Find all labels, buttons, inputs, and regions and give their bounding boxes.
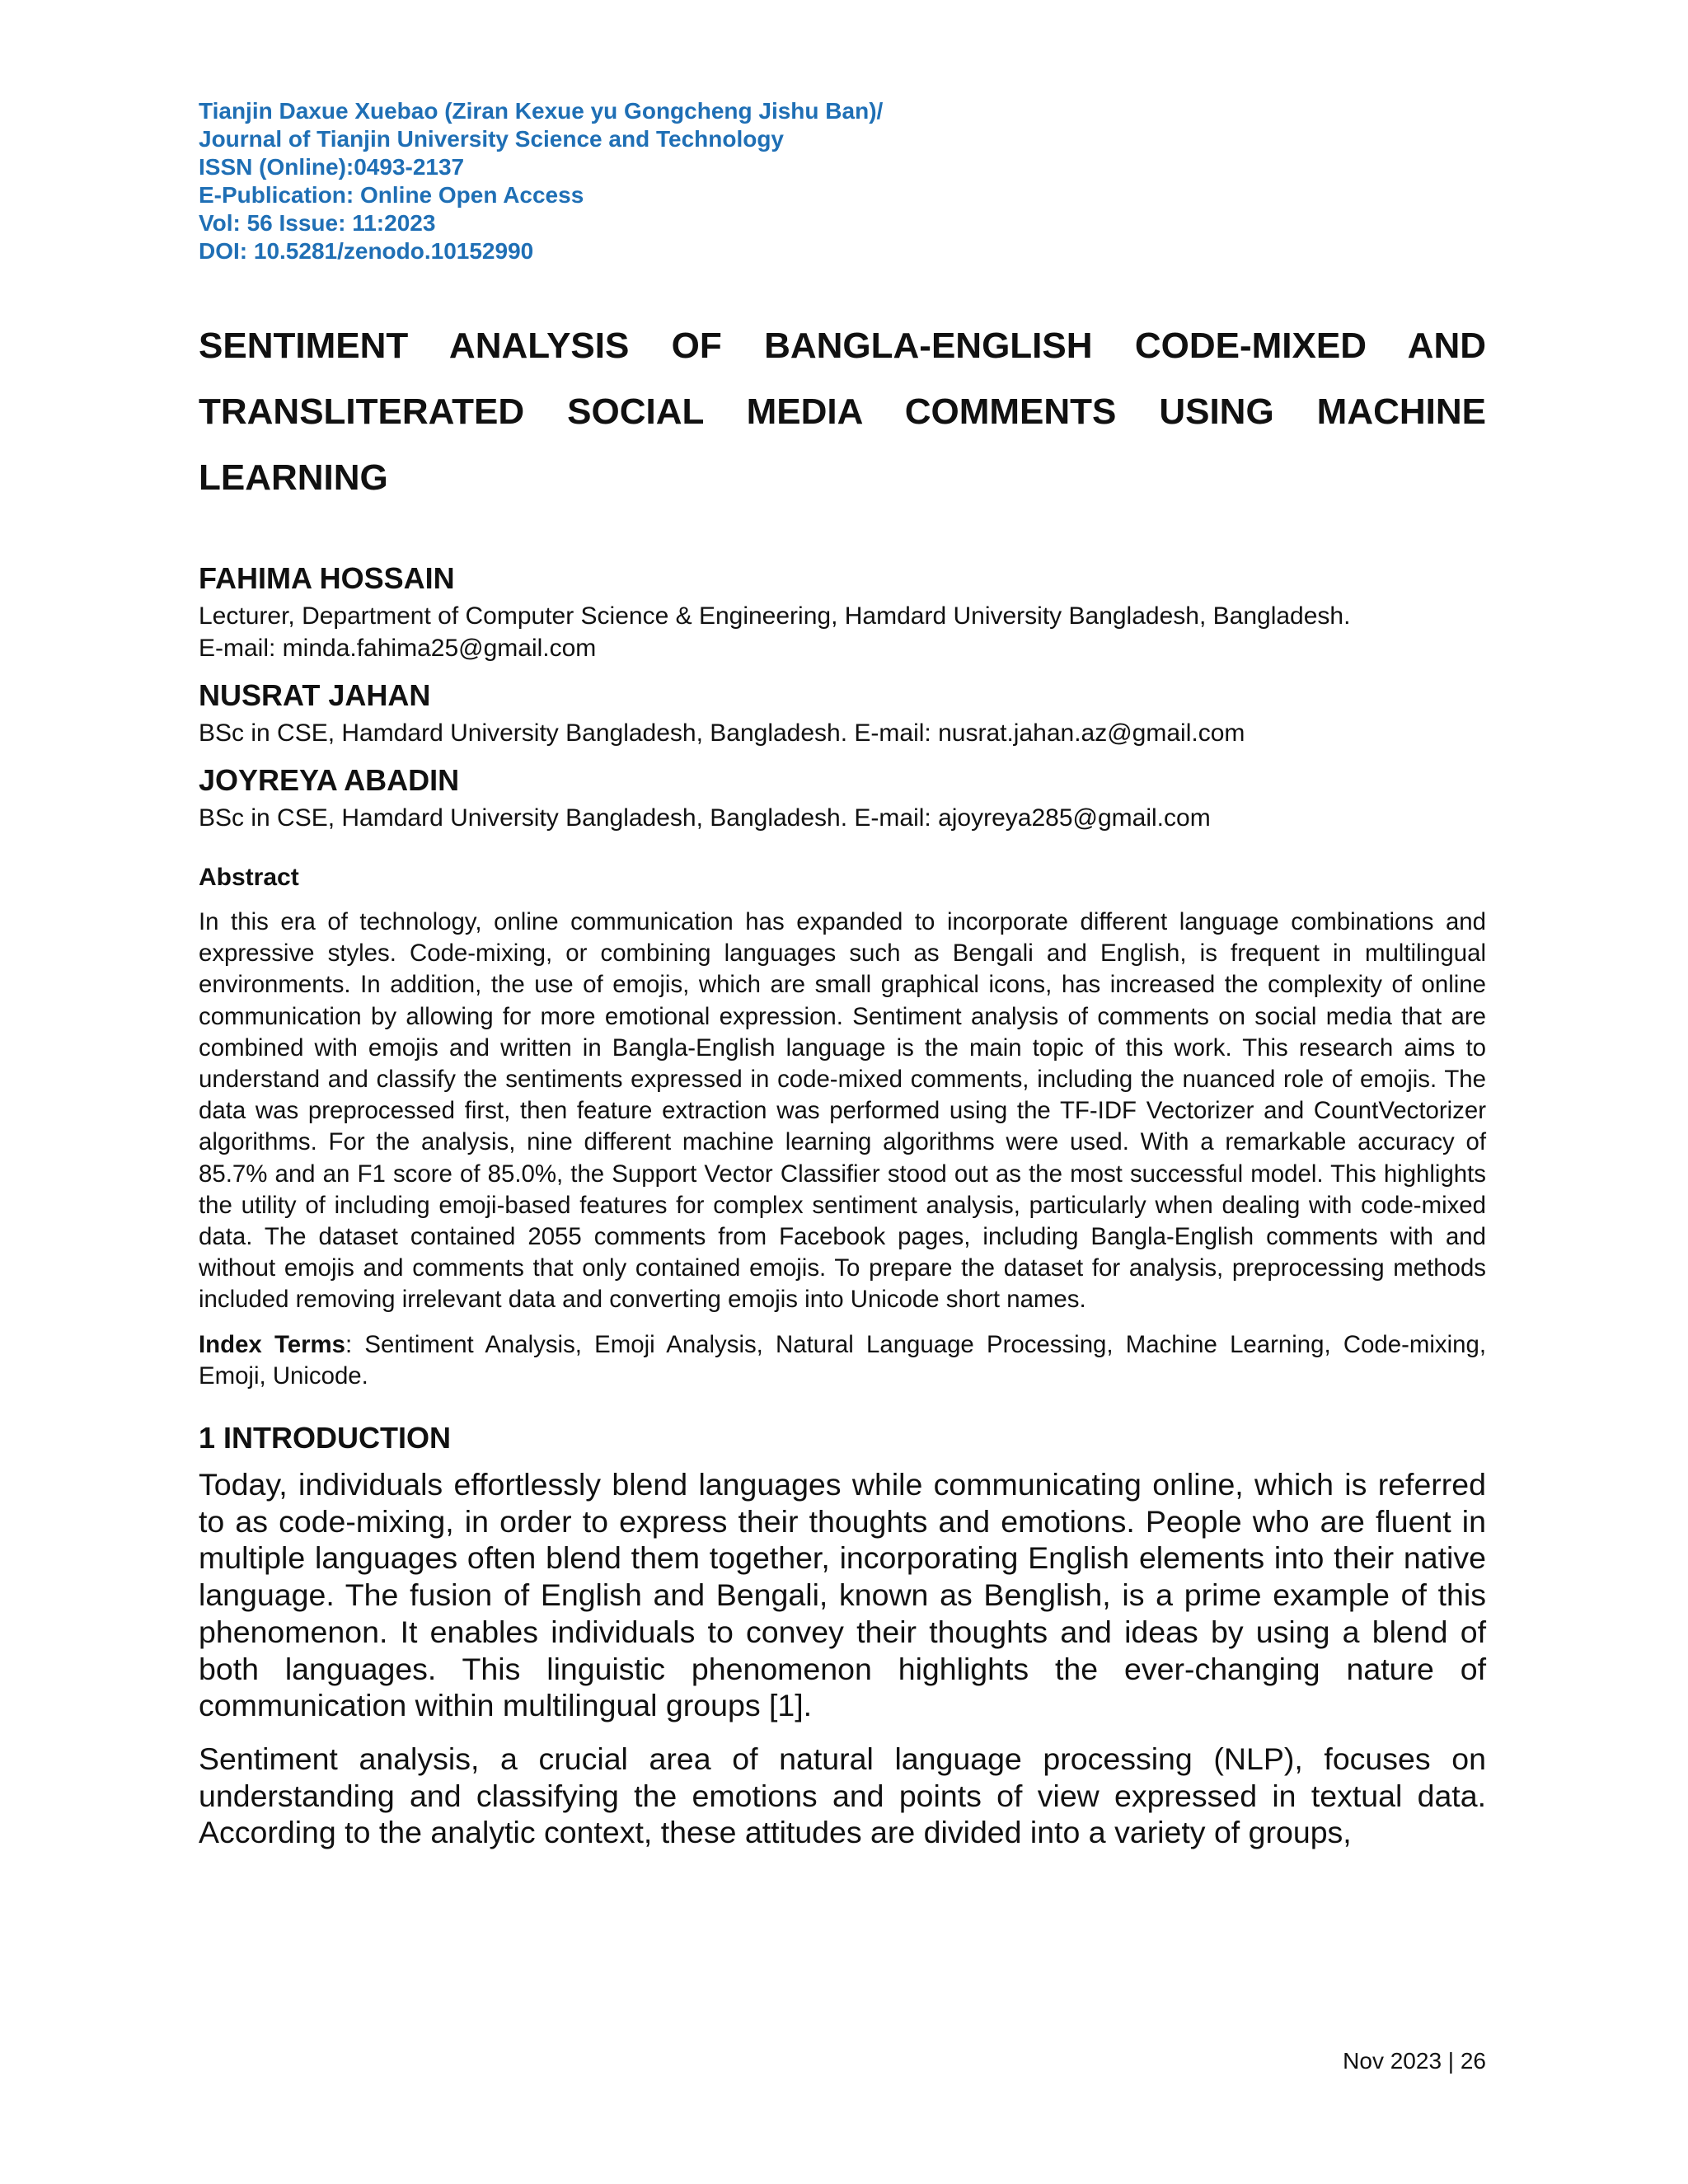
author-block-1 xyxy=(199,560,1486,664)
index-terms-label: Index Terms xyxy=(199,1330,346,1358)
paper-title-line1: SENTIMENT ANALYSIS OF BANGLA-ENGLISH CODE-MIXED AND xyxy=(199,326,1486,366)
page-footer: Nov 2023 | 26 xyxy=(1343,2048,1486,2074)
author-block-3 xyxy=(199,762,1486,834)
author-name: JOYREYA ABADIN xyxy=(199,763,460,797)
abstract-body: In this era of technology, online communication has expanded to incorporate different language combinations and expressive styles. Code-mixing, or combining languages such as Bengali and English, is frequent in multilingual environments. In addition, the use of emojis, which are small graphical icons, has increased the complexity of online communication by allowing for more emotional expression. Sentiment analysis of comments on social media that are combined with emojis and written in Bangla-English language is the main topic of this work. This research aims to understand and classify the sentiments expressed in code-mixed comments, including the nuanced role of emojis. The data was preprocessed first, then feature extraction was performed using the TF-IDF Vectorizer and CountVectorizer algorithms. For the analysis, nine different machine learning algorithms were used. With a remarkable accuracy of 85.7% and an F1 score of 85.0%, the Support Vector Classifier stood out as the most successful model. This highlights the utility of including emoji-based features for complex sentiment analysis, particularly when dealing with code-mixed data. The dataset contained 2055 comments from Facebook pages, including Bangla-English comments with and without emojis and comments that only contained emojis. To prepare the dataset for analysis, preprocessing methods included removing irrelevant data and converting emojis into Unicode short names. xyxy=(199,908,1486,1314)
journal-name-line2: Journal of Tianjin University Science and Technology xyxy=(199,126,785,152)
author-block-2 xyxy=(199,677,1486,749)
introduction-paragraph-1: Today, individuals effortlessly blend languages while communicating online, which is referred to as code-mixing, in order to express their thoughts and emotions. People who are fluent in multiple languages often blend them together, incorporating English elements into their native language. The fusion of English and Bengali, known as Benglish, is a prime example of this phenomenon. It enables individuals to convey their thoughts and ideas by using a blend of both languages. This linguistic phenomenon highlights the ever-changing nature of communication within multilingual groups [1]. xyxy=(199,1467,1486,1723)
journal-volume: Vol: 56 Issue: 11:2023 xyxy=(199,210,436,236)
introduction-paragraph-2: Sentiment analysis, a crucial area of natural language processing (NLP), focuses on understanding and classifying the emotions and points of view expressed in textual data. According to the analytic context, these attitudes are divided into a variety of groups, xyxy=(199,1741,1486,1850)
abstract-heading: Abstract xyxy=(199,864,299,891)
paper-title-line3: LEARNING xyxy=(199,457,388,498)
author-email: E-mail: minda.fahima25@gmail.com xyxy=(199,635,597,662)
index-terms xyxy=(199,1329,1486,1392)
journal-name-line1: Tianjin Daxue Xuebao (Ziran Kexue yu Gongcheng Jishu Ban)/ xyxy=(199,98,884,124)
paper-page xyxy=(199,97,1486,1868)
author-affiliation: Lecturer, Department of Computer Science & Engineering, Hamdard University Bangladesh, Bangladesh. xyxy=(199,602,1351,630)
paper-title-line2: TRANSLITERATED SOCIAL MEDIA COMMENTS USING MACHINE xyxy=(199,391,1486,432)
index-terms-text: : Sentiment Analysis, Emoji Analysis, Natural Language Processing, Machine Learning, Code-mixing, Emoji, Unicode. xyxy=(199,1330,1486,1390)
author-affiliation: BSc in CSE, Hamdard University Bangladesh, Bangladesh. E-mail: nusrat.jahan.az@gmail.com xyxy=(199,719,1245,747)
journal-header xyxy=(199,97,1486,265)
section-heading-introduction: 1 INTRODUCTION xyxy=(199,1421,451,1455)
paper-title xyxy=(199,313,1486,511)
journal-doi: DOI: 10.5281/zenodo.10152990 xyxy=(199,238,534,264)
author-name: FAHIMA HOSSAIN xyxy=(199,561,455,595)
journal-issn: ISSN (Online):0493-2137 xyxy=(199,154,465,180)
author-affiliation: BSc in CSE, Hamdard University Bangladesh, Bangladesh. E-mail: ajoyreya285@gmail.com xyxy=(199,804,1211,832)
journal-publication: E-Publication: Online Open Access xyxy=(199,182,584,208)
author-name: NUSRAT JAHAN xyxy=(199,678,431,712)
